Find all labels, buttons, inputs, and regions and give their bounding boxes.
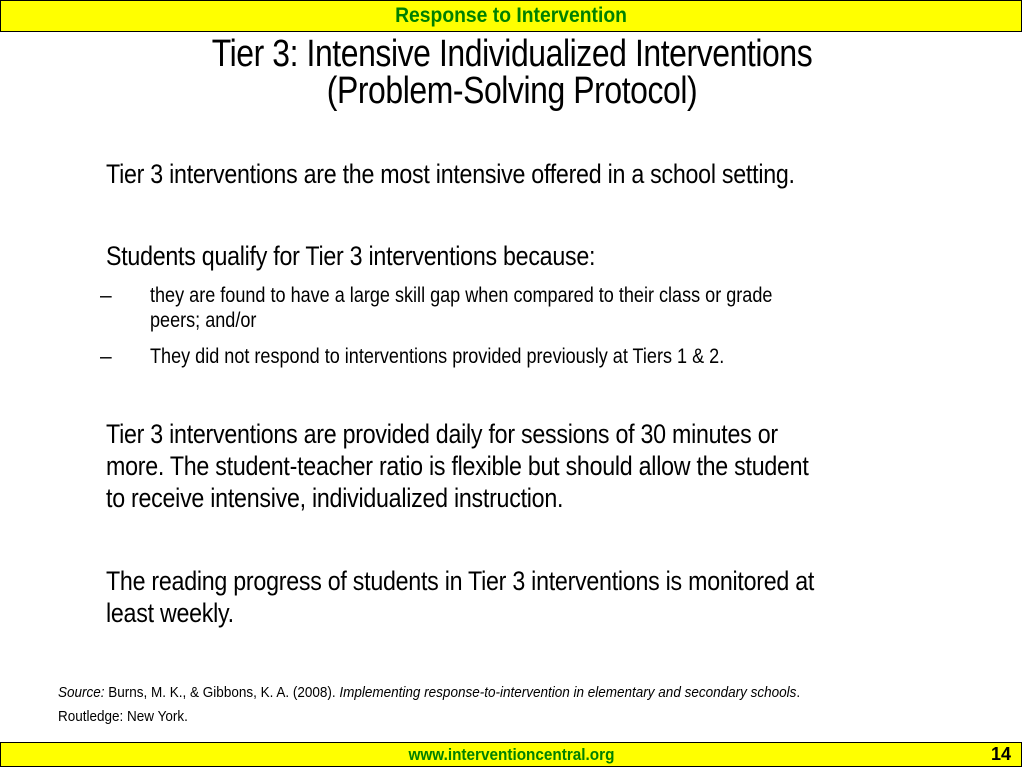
footer-url-link[interactable]: www.interventioncentral.org (407, 744, 615, 764)
dash-marker: – (100, 284, 112, 307)
bullet-skill-gap-line-1: they are found to have a large skill gap when compared to their class or grade (150, 284, 773, 307)
source-publisher: Routledge: New York. (58, 708, 188, 725)
paragraph-intensity-text: Tier 3 interventions are the most intensive offered in a school setting. (106, 159, 795, 189)
bullet-no-response-line-1: They did not respond to interventions provided previously at Tiers 1 & 2. (150, 345, 725, 368)
banner-title: Response to Intervention (395, 4, 627, 27)
source-book-title: Implementing response-to-intervention in elementary and secondary schools (339, 684, 797, 701)
paragraph-intensity (106, 158, 996, 190)
bottom-banner (0, 742, 1022, 767)
source-label: Source: (58, 684, 105, 701)
paragraph-sessions-line-2: more. The student-teacher ratio is flexible but should allow the student (106, 451, 809, 481)
source-authors: Burns, M. K., & Gibbons, K. A. (2008). (104, 684, 340, 701)
bullet-skill-gap-line-2: peers; and/or (150, 309, 257, 332)
top-banner (0, 0, 1022, 32)
paragraph-sessions-line-3: to receive intensive, individualized instruction. (106, 483, 564, 513)
title-line-1: Tier 3: Intensive Individualized Interventions (211, 33, 813, 75)
paragraph-sessions (106, 418, 996, 514)
dash-marker: – (100, 345, 112, 368)
page-number: 14 (990, 744, 1011, 764)
paragraph-qualify (106, 240, 996, 272)
paragraph-monitoring-line-1: The reading progress of students in Tier 3 interventions is monitored at (106, 566, 815, 596)
source-citation (58, 681, 883, 729)
paragraph-qualify-text: Students qualify for Tier 3 interventions because: (106, 241, 596, 271)
slide-title (0, 33, 1024, 112)
paragraph-monitoring (106, 565, 996, 629)
source-period: . (796, 684, 801, 701)
paragraph-monitoring-line-2: least weekly. (106, 598, 234, 628)
paragraph-sessions-line-1: Tier 3 interventions are provided daily for sessions of 30 minutes or (106, 419, 778, 449)
title-line-2: (Problem-Solving Protocol) (326, 70, 698, 112)
